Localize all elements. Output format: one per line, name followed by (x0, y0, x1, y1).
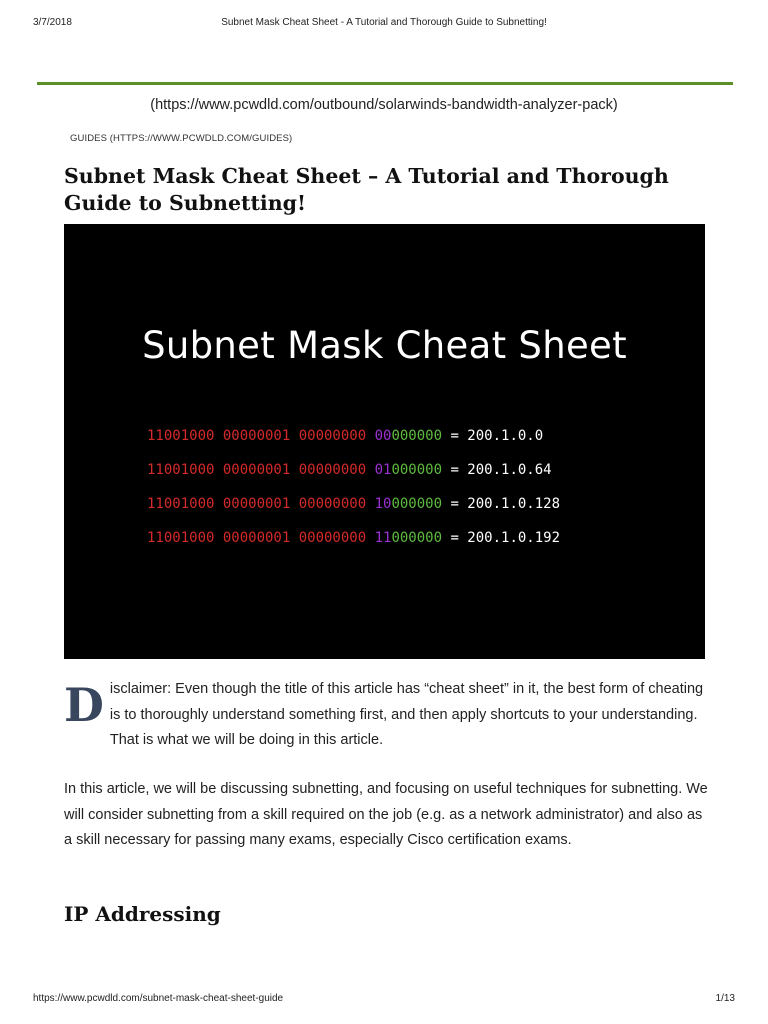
print-footer (0, 993, 768, 1007)
subnet-bits: 10 (374, 496, 392, 512)
address-result: = 200.1.0.0 (442, 428, 544, 444)
host-bits: 000000 (391, 530, 443, 546)
page-number: 1/13 (715, 993, 735, 1004)
subnet-bits: 00 (374, 428, 392, 444)
disclaimer-paragraph (64, 677, 710, 754)
binary-row (147, 458, 560, 492)
network-bits: 11001000 00000001 00000000 (147, 462, 375, 478)
binary-row (147, 526, 560, 560)
address-result: = 200.1.0.64 (442, 462, 552, 478)
subnet-bits: 01 (374, 462, 392, 478)
print-header (0, 17, 768, 31)
address-result: = 200.1.0.192 (442, 530, 561, 546)
category-link[interactable]: GUIDES (HTTPS://WWW.PCWDLD.COM/GUIDES) (70, 133, 293, 144)
hero-image (64, 224, 705, 659)
address-result: = 200.1.0.128 (442, 496, 561, 512)
section-heading: IP Addressing (64, 902, 221, 926)
host-bits: 000000 (391, 496, 443, 512)
print-date: 3/7/2018 (33, 17, 72, 28)
network-bits: 11001000 00000001 00000000 (147, 496, 375, 512)
ad-link[interactable]: (https://www.pcwdld.com/outbound/solarwinds-bandwidth-analyzer-pack) (150, 97, 618, 113)
subnet-bits: 11 (374, 530, 392, 546)
footer-url: https://www.pcwdld.com/subnet-mask-cheat-sheet-guide (33, 993, 284, 1004)
binary-row (147, 424, 560, 458)
host-bits: 000000 (391, 462, 443, 478)
print-title: Subnet Mask Cheat Sheet - A Tutorial and Thorough Guide to Subnetting! (221, 17, 547, 28)
host-bits: 000000 (391, 428, 443, 444)
binary-row (147, 492, 560, 526)
header-divider (37, 82, 733, 85)
binary-rows (147, 424, 560, 560)
hero-heading: Subnet Mask Cheat Sheet (142, 324, 627, 367)
disclaimer-text: isclaimer: Even though the title of this article has “cheat sheet” in it, the best form of cheating is to thoroughly understand something first, and then apply shortcuts to your understanding. That is what we will be doing in this article. (109, 681, 704, 748)
article-title: Subnet Mask Cheat Sheet – A Tutorial and Thorough Guide to Subnetting! (64, 164, 669, 215)
network-bits: 11001000 00000001 00000000 (147, 428, 375, 444)
network-bits: 11001000 00000001 00000000 (147, 530, 375, 546)
drop-cap: D (64, 678, 104, 732)
intro-paragraph: In this article, we will be discussing subnetting, and focusing on useful techniques for subnetting. We will consider subnetting from a skill required on the job (e.g. as a network administrator) and also as a skill necessary for passing many exams, especially Cisco certification exams. (64, 781, 708, 848)
